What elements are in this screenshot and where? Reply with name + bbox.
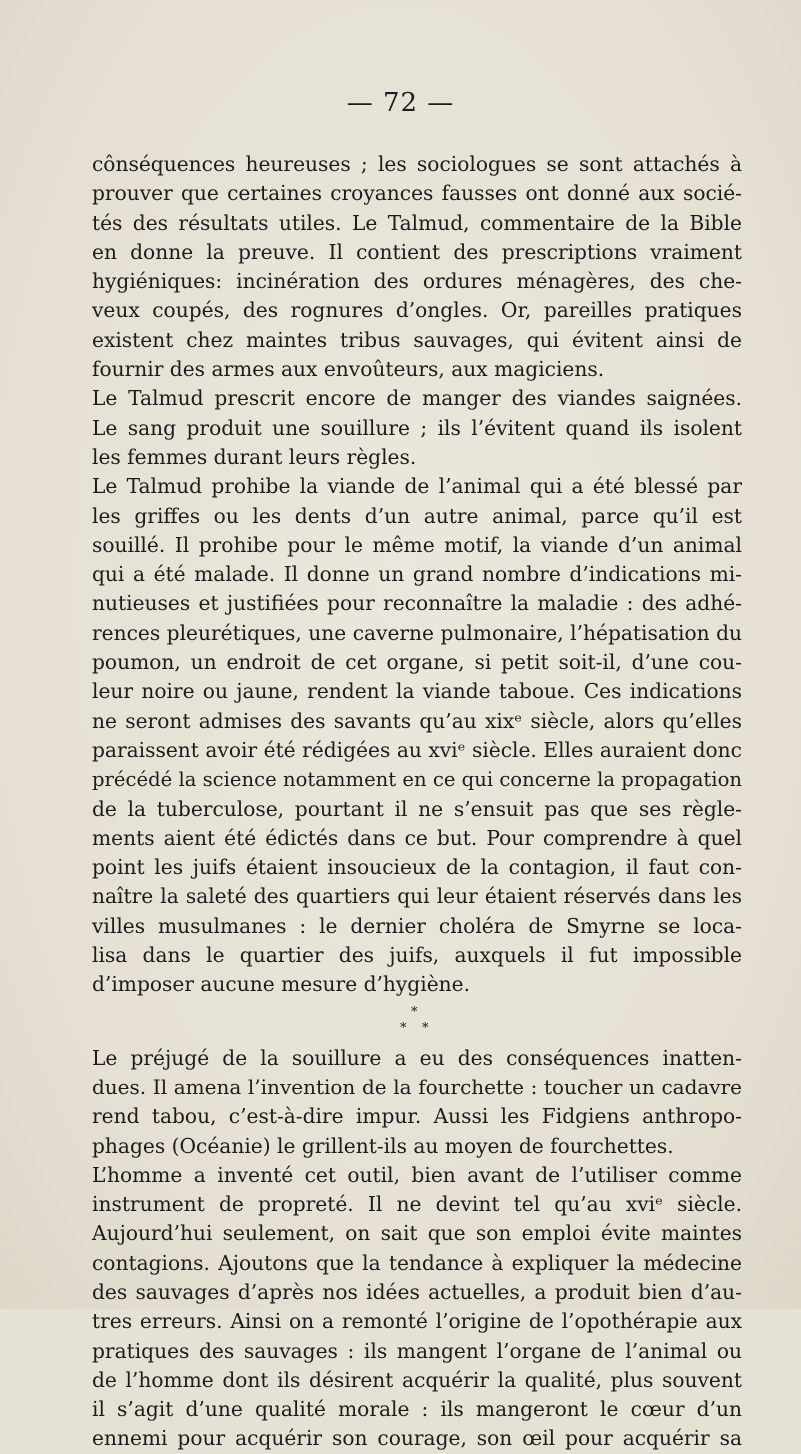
- text-line: veux coupés, des rognures d’ongles. Or, pareilles pratiques: [92, 298, 742, 323]
- text-line: ments aient été édictés dans ce but. Pour comprendre à quel: [92, 825, 742, 850]
- text-line: cônséquences heureuses ; les sociologues se sont attachés à: [92, 152, 742, 176]
- text-line: dues. Il amena l’invention de la fourchette : toucher un cadavre: [92, 1074, 742, 1099]
- text-line: Le Talmud prescrit encore de manger des viandes saignées.: [92, 386, 742, 411]
- text-line: Le préjugé de la souillure a eu des conséquences inatten-: [92, 1045, 742, 1070]
- asterisk-icon: *: [411, 1004, 418, 1020]
- section-separator: [92, 1000, 742, 1044]
- text-line: rend tabou, c’est-à-dire impur. Aussi les Fidgiens anthropo-: [92, 1104, 742, 1129]
- text-line: Le Talmud prohibe la viande de l’animal qui a été blessé par: [92, 474, 742, 499]
- text-line: rences pleurétiques, une caverne pulmonaire, l’hépatisation du: [92, 620, 742, 645]
- text-line: ne seront admises des savants qu’au xixᵉ siècle, alors qu’elles: [92, 708, 742, 733]
- text-line: Aujourd’hui seulement, on sait que son emploi évite maintes: [92, 1221, 742, 1246]
- text-line: souillé. Il prohibe pour le même motif, la viande d’un animal: [92, 532, 742, 557]
- text-line: des sauvages d’après nos idées actuelles, a produit bien d’au-: [92, 1279, 742, 1304]
- text-line: Le sang produit une souillure ; ils l’évitent quand ils isolent: [92, 415, 742, 440]
- text-line: les griffes ou les dents d’un autre animal, parce qu’il est: [92, 503, 742, 528]
- text-line: de la tuberculose, pourtant il ne s’ensuit pas que ses règle-: [92, 796, 742, 821]
- text-line: tés des résultats utiles. Le Talmud, commentaire de la Bible: [92, 210, 742, 235]
- asterisk-icon: *: [400, 1020, 407, 1036]
- text-line: contagions. Ajoutons que la tendance à expliquer la médecine: [92, 1250, 742, 1275]
- text-line: de l’homme dont ils désirent acquérir la qualité, plus souvent: [92, 1367, 742, 1392]
- text-line: instrument de propreté. Il ne devint tel qu’au xviᵉ siècle.: [92, 1192, 742, 1217]
- text-line: poumon, un endroit de cet organe, si petit soit-il, d’une cou-: [92, 650, 742, 675]
- asterisk-icon: *: [422, 1020, 429, 1036]
- text-line: tres erreurs. Ainsi on a remonté l’origine de l’opothérapie aux: [92, 1309, 742, 1334]
- text-line: prouver que certaines croyances fausses ont donné aux socié-: [92, 181, 742, 206]
- text-line: point les juifs étaient insoucieux de la contagion, il faut con-: [92, 855, 742, 880]
- text-line: fournir des armes aux envoûteurs, aux magiciens.: [92, 357, 605, 382]
- text-line: phages (Océanie) le grillent-ils au moyen de fourchettes.: [92, 1133, 674, 1158]
- text-line: d’imposer aucune mesure d’hygiène.: [92, 972, 471, 997]
- text-line: lisa dans le quartier des juifs, auxquels il fut impossible: [92, 943, 742, 968]
- text-line: il s’agit d’une qualité morale : ils mangeront le cœur d’un: [92, 1397, 742, 1422]
- text-line: naître la saleté des quartiers qui leur étaient réservés dans les: [92, 884, 742, 909]
- text-line: hygiéniques: incinération des ordures ménagères, des che-: [92, 269, 742, 294]
- text-line: les femmes durant leurs règles.: [92, 444, 417, 469]
- text-line: nutieuses et justifiées pour reconnaître la maladie : des adhé-: [92, 591, 742, 616]
- body-text: [92, 150, 742, 1454]
- text-line: qui a été malade. Il donne un grand nombre d’indications mi-: [92, 562, 742, 587]
- text-line: villes musulmanes : le dernier choléra de Smyrne se loca-: [92, 913, 742, 938]
- text-line: ennemi pour acquérir son courage, son œil pour acquérir sa: [92, 1426, 742, 1451]
- text-line: pratiques des sauvages : ils mangent l’organe de l’animal ou: [92, 1338, 742, 1363]
- text-line: leur noire ou jaune, rendent la viande taboue. Ces indications: [92, 679, 742, 704]
- page-number: — 72 —: [346, 88, 455, 118]
- text-line: en donne la preuve. Il contient des prescriptions vraiment: [92, 239, 742, 264]
- text-line: paraissent avoir été rédigées au xviᵉ siècle. Elles auraient donc: [92, 737, 742, 762]
- text-line: L’homme a inventé cet outil, bien avant de l’utiliser comme: [92, 1162, 742, 1187]
- text-line: précédé la science notamment en ce qui concerne la propagation: [92, 768, 742, 792]
- text-line: existent chez maintes tribus sauvages, qui évitent ainsi de: [92, 327, 742, 352]
